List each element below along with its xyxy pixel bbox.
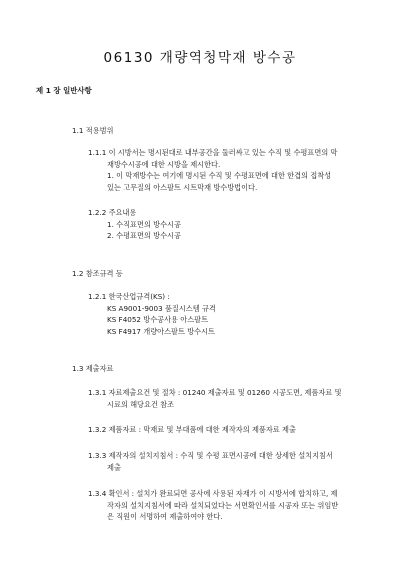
clause-1-3-1 (88, 387, 342, 410)
list-item: KS F4052 방수공사용 아스팔트 (107, 315, 209, 325)
chapter-heading: 제 1 장 일반사항 (36, 86, 92, 95)
clause-line: 1.3.4 확인서 : 설치가 완료되면 공사에 사용된 자재가 이 시방서에 합치하고, 제 (88, 489, 338, 498)
clause-line: 시료의 해당요건 참조 (107, 399, 175, 409)
clause-line: 은 직원이 서명하여 제출하여야 한다. (107, 512, 223, 522)
clause-line: 1.3.2 제품자료 : 막재료 및 부대품에 대한 제작자의 제품자료 제출 (88, 425, 296, 434)
clause-line: 작자의 설치지침서에 따라 설치되었다는 서면확인서를 시공자 또는 위임받 (107, 500, 339, 510)
clause-1-2-1 (88, 291, 216, 337)
clause-1-3-4 (88, 488, 338, 523)
clause-line: 제출 (107, 462, 121, 472)
list-item: KS F4917 개량아스팔트 방수시트 (107, 326, 215, 336)
clause-line: 1. 이 막재방수는 여기에 명시된 수직 및 수평표면에 대한 한겹의 접착성 (107, 171, 332, 181)
clause-line: 1.1.1 이 시방서는 명시된대로 내부공간을 둘러싸고 있는 수직 및 수평표면의 막 (88, 148, 338, 157)
list-item: 2. 수평표면의 방수시공 (107, 231, 181, 241)
clause-1-1-1 (88, 147, 337, 193)
section-heading-1-3: 1.3 제출자료 (72, 364, 114, 373)
clause-1-2-2 (88, 207, 181, 242)
section-heading-1-2: 1.2 참조규격 등 (72, 269, 123, 278)
clause-line: 1.3.1 자료제출요건 및 절차 : 01240 제출자료 및 01260 시공도면, 제품자료 및 (88, 388, 342, 397)
clause-line: 1.3.3 제작자의 설치지침서 : 수직 및 수평 표면시공에 대한 상세한 설치지침서 (88, 451, 333, 460)
clause-heading: 1.2.1 한국산업규격(KS) : (88, 292, 170, 301)
clause-heading: 1.2.2 주요내용 (88, 208, 137, 217)
clause-1-3-2 (88, 424, 296, 436)
section-heading-1-1: 1.1 적용범위 (72, 126, 114, 135)
list-item: KS A9001-9003 품질시스템 규격 (107, 303, 216, 313)
document-title: 06130 개량역청막재 방수공 (103, 50, 297, 66)
clause-line: 재방수시공에 대한 시방을 제시한다. (107, 159, 221, 169)
clause-1-3-3 (88, 450, 333, 473)
clause-line: 있는 고무질의 아스팔트 시트막재 방수방법이다. (107, 182, 258, 192)
list-item: 1. 수직표면의 방수시공 (107, 219, 181, 229)
